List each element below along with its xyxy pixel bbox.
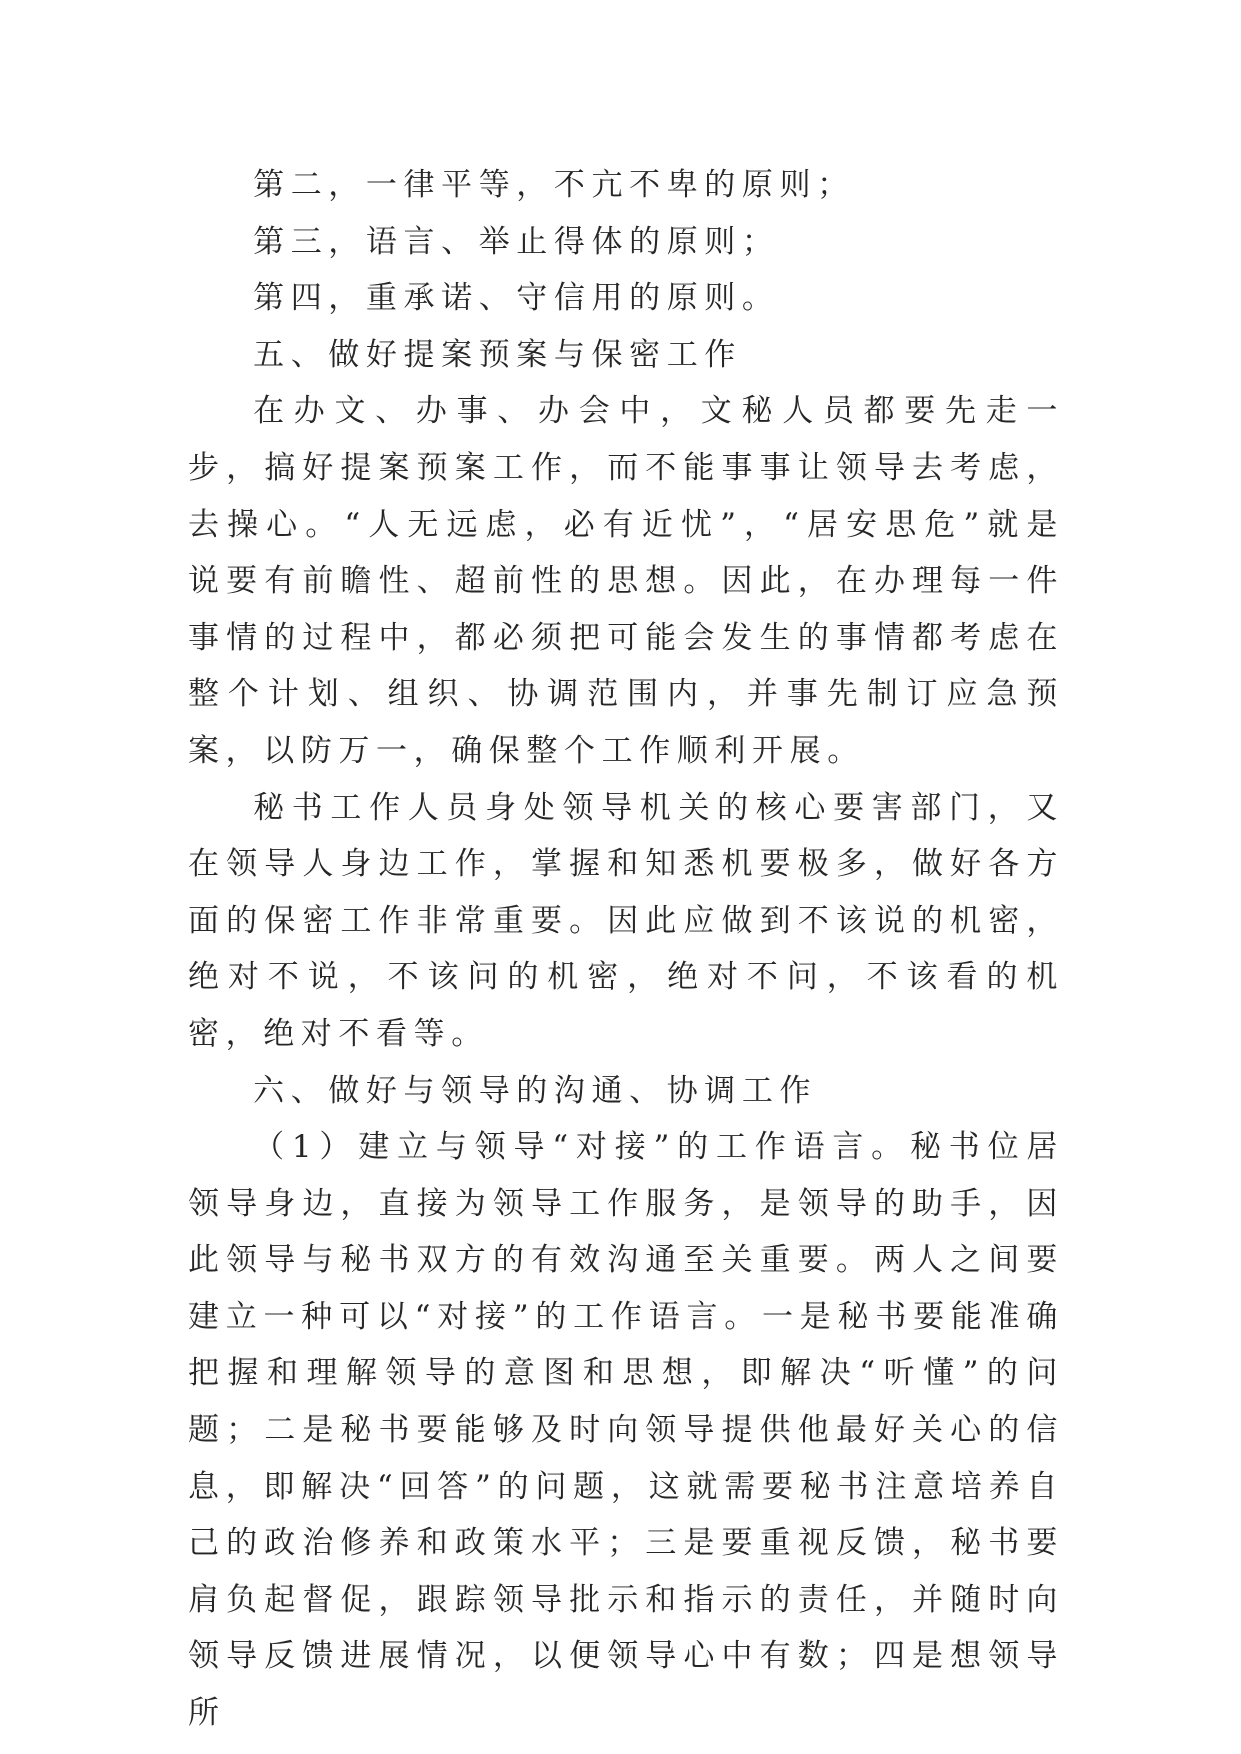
document-body — [188, 157, 1064, 1742]
section-heading-5: 五、做好提案预案与保密工作 — [253, 336, 742, 373]
paragraph-communication: （1）建立与领导“对接”的工作语言。秘书位居领导身边，直接为领导工作服务，是领导的助手，因此领导与秘书双方的有效沟通至关重要。两人之间要建立一种可以“对接”的工作语言。一是秘书要能准确把握和理解领导的意图和思想，即解决“听懂”的问题；二是秘书要能够及时向领导提供他最好关心的信息，即解决“回答”的问题，这就需要秘书注意培养自己的政治修养和政策水平；三是要重视反馈，秘书要肩负起督促，跟踪领导批示和指示的责任，并随时向领导反馈进展情况，以便领导心中有数；四是想领导所 — [188, 1129, 1064, 1732]
paragraph-confidentiality: 秘书工作人员身处领导机关的核心要害部门，又在领导人身边工作，掌握和知悉机要极多，做好各方面的保密工作非常重要。因此应做到不该说的机密，绝对不说，不该问的机密，绝对不问，不该看的机密，绝对不看等。 — [188, 789, 1064, 1052]
section-heading-6: 六、做好与领导的沟通、协调工作 — [253, 1072, 818, 1109]
paragraph-planning: 在办文、办事、办会中，文秘人员都要先走一步，搞好提案预案工作，而不能事事让领导去考虑，去操心。“人无远虑，必有近忧”，“居安思危”就是说要有前瞻性、超前性的思想。因此，在办理每一件事情的过程中，都必须把可能会发生的事情都考虑在整个计划、组织、协调范围内，并事先制订应急预案，以防万一，确保整个工作顺利开展。 — [188, 393, 1064, 769]
paragraph-principle-4: 第四，重承诺、守信用的原则。 — [253, 280, 780, 317]
paragraph-principle-2: 第二，一律平等，不亢不卑的原则； — [253, 167, 855, 203]
paragraph-principle-3: 第三，语言、举止得体的原则； — [253, 223, 780, 260]
